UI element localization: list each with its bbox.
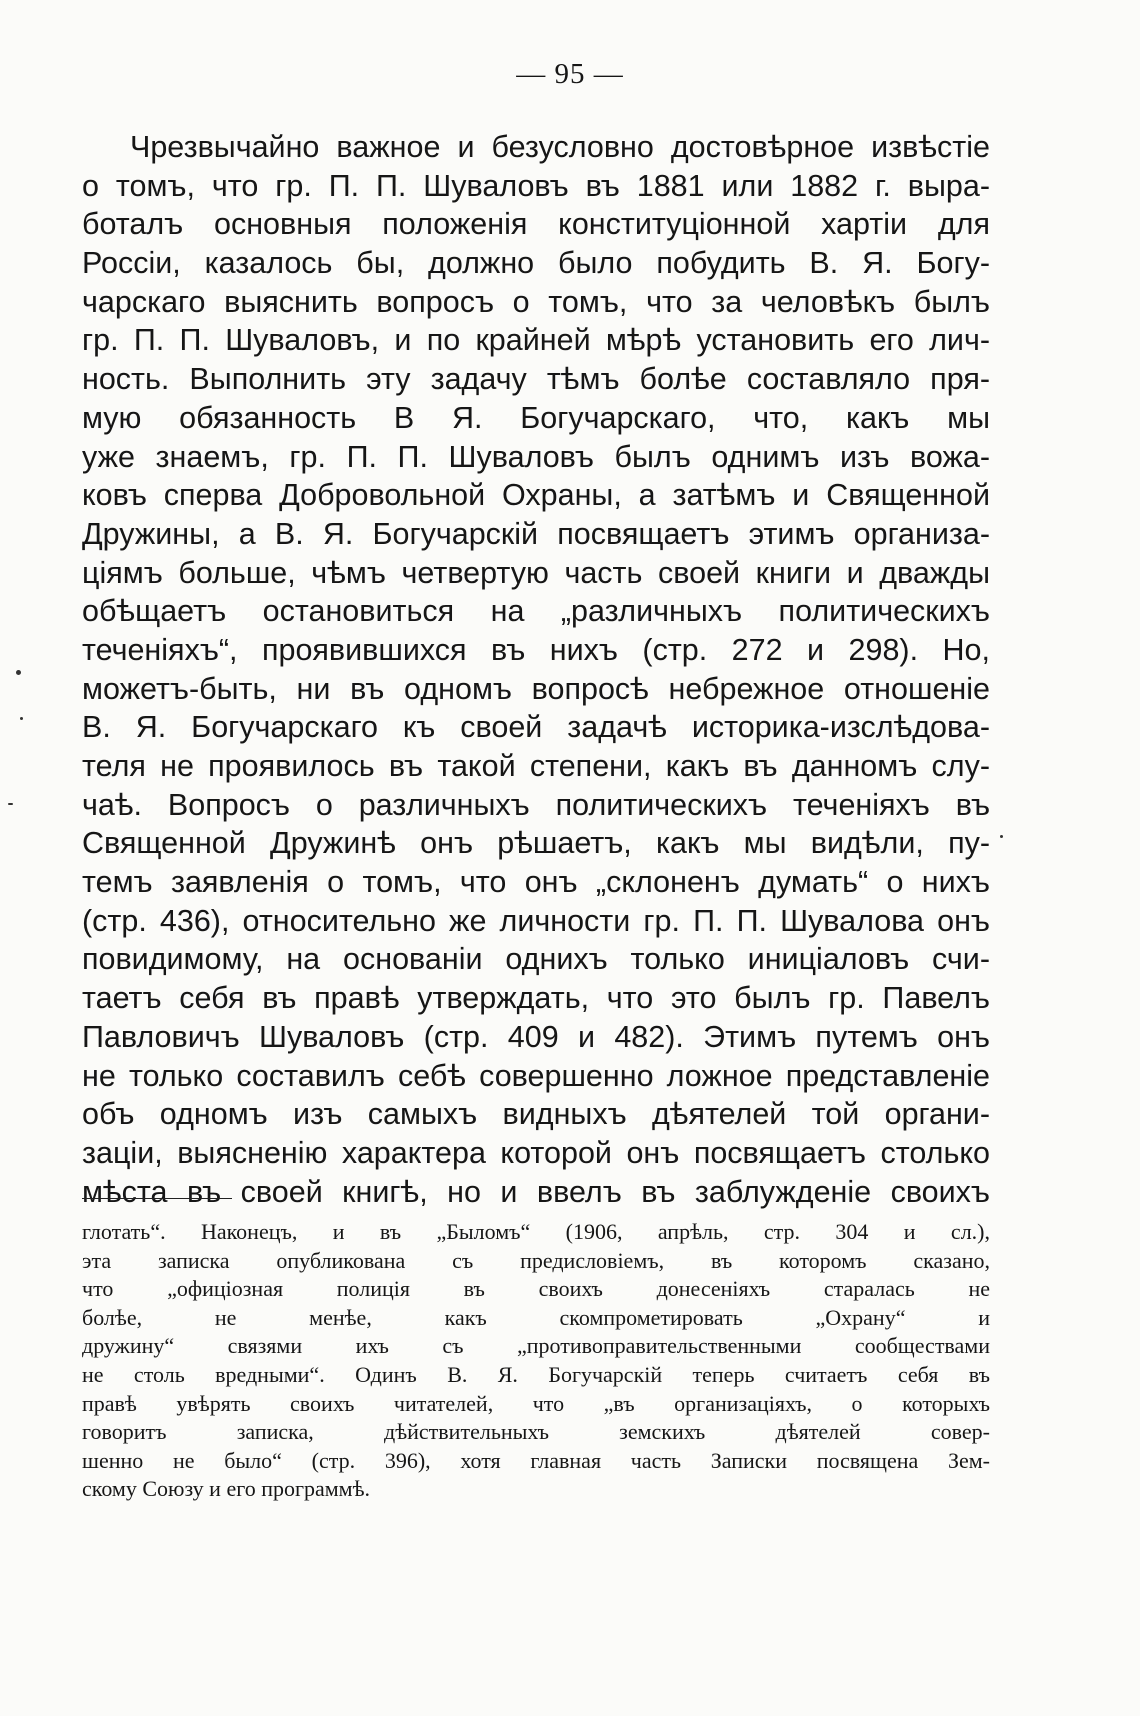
text-line: В. Я. Богучарскаго къ своей задачѣ историка-изслѣдова- [82,710,990,745]
main-text-block [82,128,990,1211]
footnote-line: правѣ увѣрять своихъ читателей, что „въ организаціяхъ, о которыхъ [82,1390,990,1416]
scan-speck [1000,835,1003,838]
text-line: чарскаго выяснить вопросъ о томъ, что за человѣкъ былъ [82,284,990,319]
footnote-line: скому Союзу и его программѣ. [82,1476,371,1502]
footnote-line: болѣе, не менѣе, какъ скомпрометировать „Охрану“ и [82,1304,990,1330]
text-line: (стр. 436), относительно же личности гр. П. П. Шувалова онъ [82,903,990,938]
text-line: объ одномъ изъ самыхъ видныхъ дѣятелей той органи- [82,1097,990,1132]
text-line: можетъ-быть, ни въ одномъ вопросѣ небрежное отношеніе [82,671,990,706]
scan-speck [20,717,23,720]
page-number: — 95 — [516,58,624,90]
scan-speck [16,670,21,675]
text-line: Павловичъ Шуваловъ (стр. 409 и 482). Этимъ путемъ онъ [82,1019,990,1054]
footnote-line: что „офиціозная полиція въ своихъ донесеніяхъ старалась не [82,1276,990,1302]
text-line: ціямъ больше, чѣмъ четвертую часть своей книги и дважды [82,555,990,590]
footnote-divider [82,1198,232,1199]
text-line: мую обязанность В Я. Богучарскаго, что, какъ мы [82,400,990,435]
text-line: боталъ основныя положенія конституціонной хартіи для [82,207,990,242]
text-line: обѣщаетъ остановиться на „различныхъ политическихъ [82,594,990,629]
footnote-line: шенно не было“ (стр. 396), хотя главная часть Записки посвящена Зем- [82,1447,990,1473]
text-line: Россіи, казалось бы, должно было побудить В. Я. Богу- [82,246,990,281]
footnote-line: дружину“ связями ихъ съ „противоправительственными сообществами [82,1333,990,1359]
footnote-block [82,1218,990,1504]
text-line: Чрезвычайно важное и безусловно достовѣрное извѣстіе [130,130,990,164]
text-line: темъ заявленія о томъ, что онъ „склоненъ думать“ о нихъ [82,865,990,900]
text-line: уже знаемъ, гр. П. П. Шуваловъ былъ однимъ изъ вожа- [82,439,990,474]
text-line: гр. П. П. Шуваловъ, и по крайней мѣрѣ установить его лич- [82,323,990,358]
text-line: повидимому, на основаніи однихъ только иниціаловъ счи- [82,942,990,977]
footnote-line: не столь вредными“. Одинъ В. Я. Богучарскій теперь считаетъ себя въ [82,1361,990,1387]
text-line: ковъ сперва Добровольной Охраны, а затѣмъ и Священной [82,478,990,513]
text-line: чаѣ. Вопросъ о различныхъ политическихъ теченіяхъ въ [82,787,990,822]
text-line: теля не проявилось въ такой степени, какъ въ данномъ слу- [82,749,990,783]
scan-speck [8,803,13,805]
text-line: теченіяхъ“, проявившихся въ нихъ (стр. 272 и 298). Но, [82,632,990,667]
text-line: таетъ себя въ правѣ утверждать, что это былъ гр. Павелъ [82,981,990,1016]
text-line: о томъ, что гр. П. П. Шуваловъ въ 1881 или 1882 г. выра- [82,168,990,203]
text-line: ность. Выполнить эту задачу тѣмъ болѣе составляло пря- [82,362,990,397]
text-line: Священной Дружинѣ онъ рѣшаетъ, какъ мы видѣли, пу- [82,826,990,861]
text-line: мѣста въ своей книгѣ, но и ввелъ въ заблужденіе своихъ [82,1174,990,1209]
footnote-line: говоритъ записка, дѣйствительныхъ земскихъ дѣятелей совер- [82,1419,990,1445]
footnote-line: глотать“. Наконецъ, и въ „Быломъ“ (1906, апрѣль, стр. 304 и сл.), [82,1219,990,1244]
text-line: не только составилъ себѣ совершенно ложное представленіе [82,1058,990,1093]
footnote-line: эта записка опубликована съ предисловіемъ, въ которомъ сказано, [82,1247,990,1273]
text-line: Дружины, а В. Я. Богучарскій посвящаетъ этимъ организа- [82,516,990,551]
text-line: заціи, выясненію характера которой онъ посвящаетъ столько [82,1135,990,1170]
